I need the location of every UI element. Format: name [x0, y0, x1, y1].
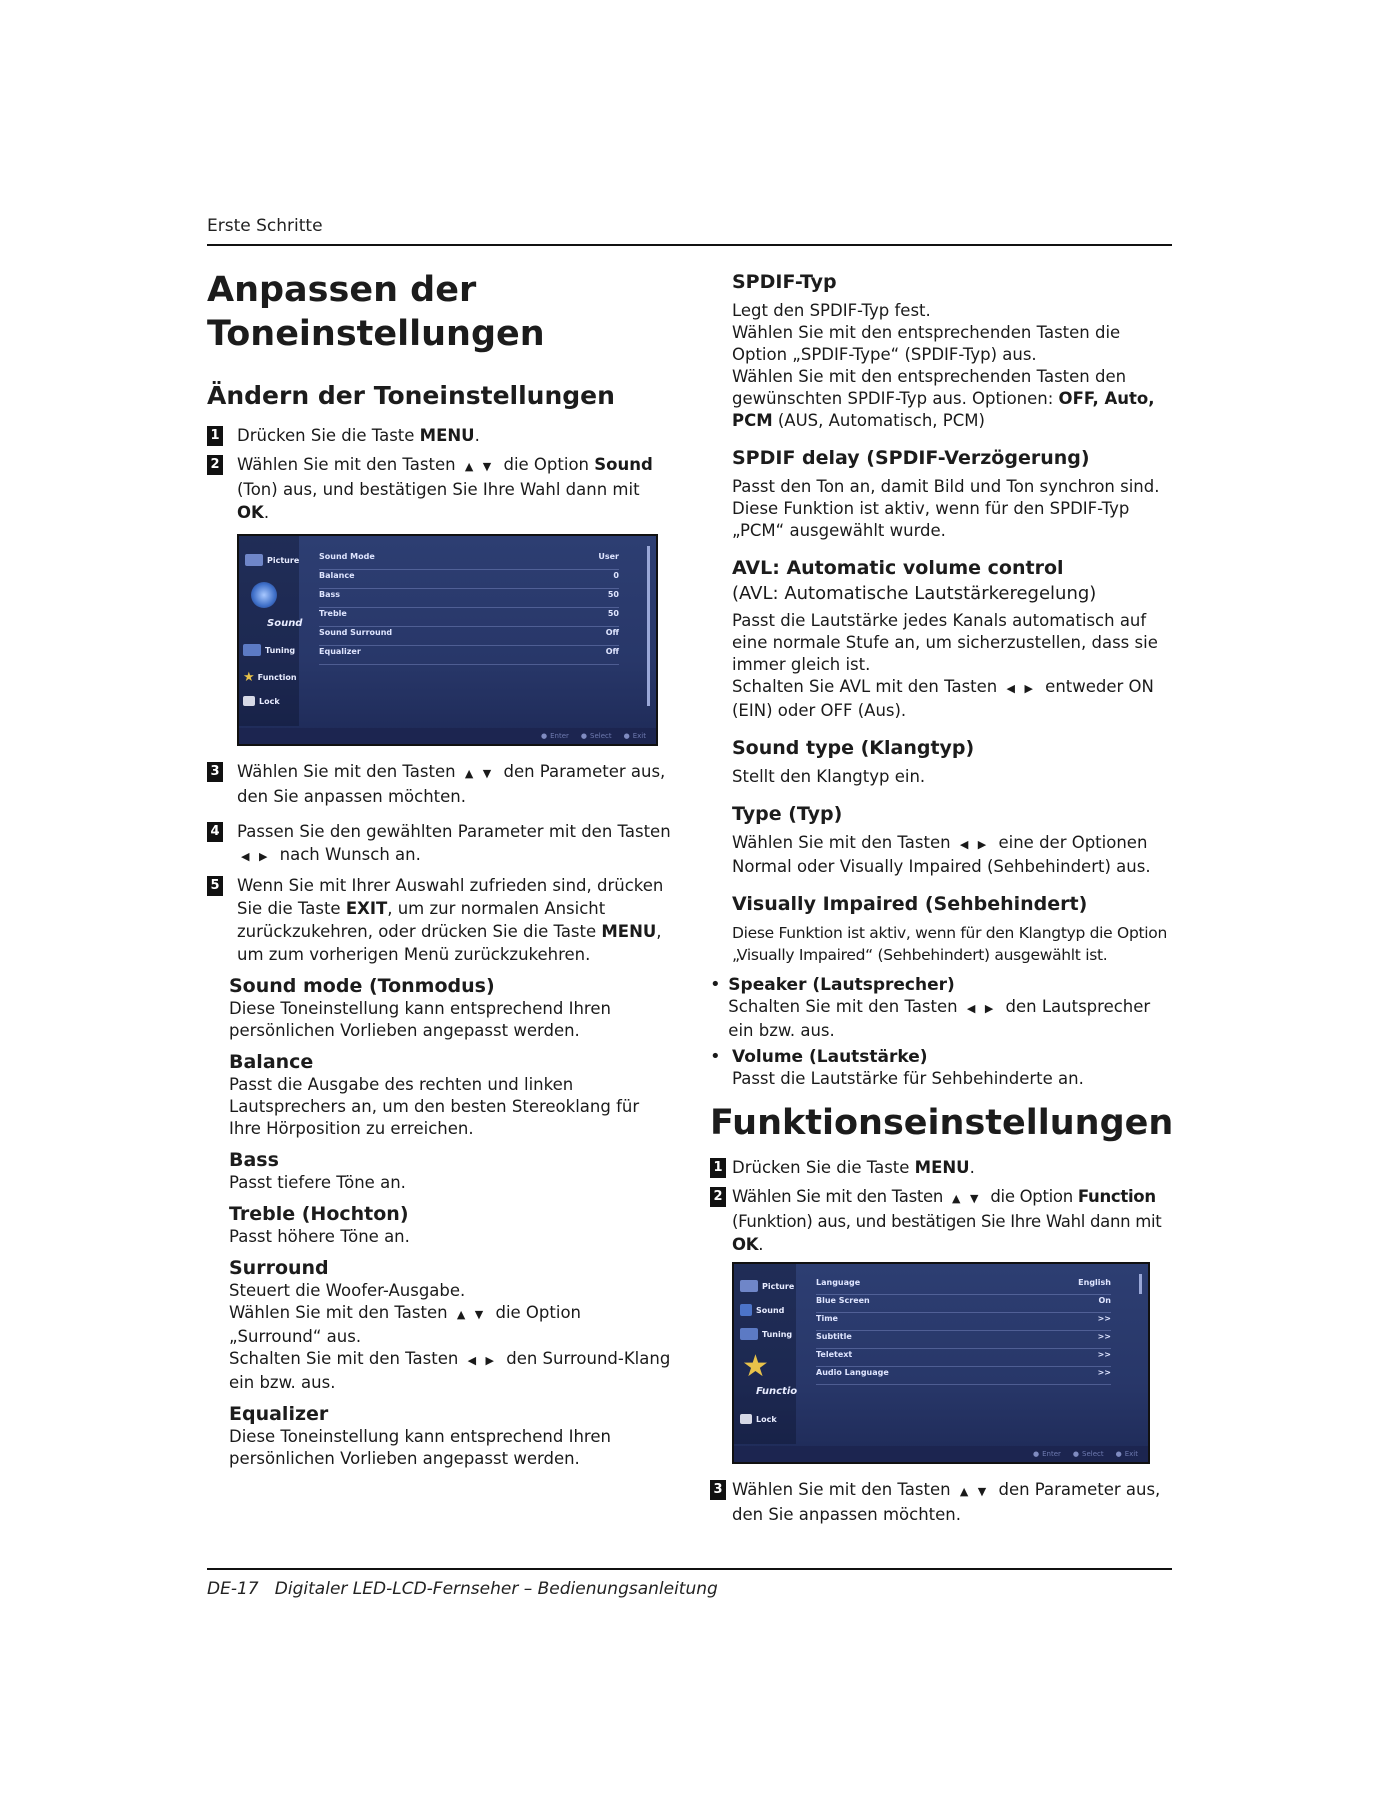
tv-menu-row: Treble 50	[319, 609, 619, 627]
bullet-speaker	[710, 974, 1172, 1042]
section-text: Passt höhere Töne an.	[229, 1227, 410, 1246]
section-heading: Visually Impaired (Sehbehindert)	[732, 893, 1088, 915]
left-right-arrows-icon: ◀ ▶	[467, 1354, 497, 1367]
section-spdif-delay	[732, 446, 1172, 542]
section-heading: Sound mode (Tonmodus)	[229, 975, 495, 997]
tv-menu-item-picture: Picture	[740, 1280, 794, 1292]
left-right-arrows-icon: ◀ ▶	[959, 838, 990, 851]
tv-menu-row: Language English	[816, 1278, 1111, 1295]
section-text: Schalten Sie AVL mit den Tasten ◀ ▶ entweder ON (EIN) oder OFF (Aus).	[732, 677, 1154, 720]
step-text: Drücken Sie die Taste MENU.	[237, 426, 480, 445]
bullet-text: Schalten Sie mit den Tasten ◀ ▶ den Lautsprecher ein bzw. aus.	[728, 997, 1151, 1040]
section-heading: Treble (Hochton)	[229, 1203, 409, 1225]
section-subtitle: Ändern der Toneinstellungen	[207, 381, 615, 410]
function-step-2	[713, 1185, 1172, 1256]
section-avl	[732, 556, 1172, 722]
tv-menu-item-function: Functio	[756, 1386, 798, 1397]
section-treble	[229, 1202, 672, 1248]
picture-icon	[245, 554, 263, 566]
section-text: Passt den Ton an, damit Bild und Ton synchron sind. Diese Funktion ist aktiv, wenn für den SPDIF-Typ „PCM“ ausgewählt wurde.	[732, 477, 1160, 540]
section-heading: Balance	[229, 1051, 314, 1073]
up-down-arrows-icon: ▲ ▼	[456, 1308, 487, 1321]
tv-menu-item-lock: Lock	[740, 1414, 777, 1424]
tv-menu-row: Sound Mode User	[319, 552, 619, 570]
function-settings-title: Funktionseinstellungen	[710, 1103, 1174, 1143]
section-equalizer	[229, 1402, 672, 1470]
step-number: 3	[207, 762, 223, 782]
tv-menu-row: Sound Surround Off	[319, 628, 619, 646]
bullet-dot: •	[710, 974, 721, 995]
page-title: Anpassen der Toneinstellungen	[207, 270, 545, 354]
section-heading: Surround	[229, 1257, 329, 1279]
tv-menu-row: Teletext >>	[816, 1350, 1111, 1367]
tv-menu-row: Equalizer Off	[319, 647, 619, 665]
bullet-title: Speaker (Lautsprecher)	[728, 975, 955, 995]
star-icon: ★	[742, 1349, 769, 1384]
lock-icon	[740, 1414, 752, 1424]
step-number: 1	[710, 1158, 726, 1178]
tv-menu-row: Blue Screen On	[816, 1296, 1111, 1313]
tv-menu-scrollbar	[647, 546, 650, 706]
tv-menu-footer: ● Enter ● Select ● Exit	[239, 728, 656, 744]
step-text: Wählen Sie mit den Tasten ▲ ▼ den Parameter aus, den Sie anpassen möchten.	[732, 1480, 1161, 1524]
right-column	[710, 270, 1174, 1532]
step-number: 5	[207, 876, 223, 896]
step-number: 1	[207, 426, 223, 446]
lock-icon	[243, 696, 255, 706]
tv-menu-scrollbar	[1139, 1274, 1142, 1294]
step-number: 4	[207, 822, 223, 842]
tv-menu-rows	[319, 552, 619, 666]
up-down-arrows-icon: ▲ ▼	[464, 767, 495, 780]
section-text: Wählen Sie mit den Tasten ◀ ▶ eine der Optionen Normal oder Visually Impaired (Sehbehindert) aus.	[732, 833, 1151, 876]
step-text: Wählen Sie mit den Tasten ▲ ▼ die Option Sound (Ton) aus, und bestätigen Sie Ihre Wahl dann mit OK.	[237, 455, 653, 522]
section-heading: Equalizer	[229, 1403, 329, 1425]
step-number: 2	[710, 1187, 726, 1207]
section-text: Wählen Sie mit den Tasten ▲ ▼ die Option „Surround“ aus.	[229, 1303, 582, 1346]
section-text: Stellt den Klangtyp ein.	[732, 767, 926, 786]
section-sound-mode	[229, 974, 672, 1042]
section-text: Diese Toneinstellung kann entsprechend Ihren persönlichen Vorlieben angepasst werden.	[229, 1427, 611, 1468]
section-balance	[229, 1050, 672, 1140]
function-menu-screenshot	[732, 1262, 1150, 1464]
step-text: Wählen Sie mit den Tasten ▲ ▼ den Parameter aus, den Sie anpassen möchten.	[237, 762, 666, 806]
step-text: Wenn Sie mit Ihrer Auswahl zufrieden sind, drücken Sie die Taste EXIT, um zur normalen Ansicht zurückzukehren, oder drücken Sie die Taste MENU, um zum vorherigen Menü zurückzukehren.	[237, 876, 664, 964]
function-step-3	[713, 1478, 1172, 1526]
function-step-1	[713, 1156, 1172, 1179]
bullet-text: Passt die Lautstärke für Sehbehinderte an.	[732, 1069, 1084, 1088]
tv-menu-sidebar	[239, 536, 303, 726]
tv-menu-rows	[816, 1278, 1111, 1386]
tv-menu-row: Bass 50	[319, 590, 619, 608]
tv-menu-row: Subtitle >>	[816, 1332, 1111, 1349]
header-rule	[207, 244, 1172, 246]
section-bass	[229, 1148, 672, 1194]
tv-menu-item-picture: Picture	[245, 554, 299, 566]
step-text: Wählen Sie mit den Tasten ▲ ▼ die Option Function (Funktion) aus, und bestätigen Sie Ihre Wahl dann mit OK.	[732, 1187, 1162, 1254]
tv-menu-footer: ● Enter ● Select ● Exit	[734, 1446, 1148, 1462]
step-number: 3	[710, 1480, 726, 1500]
speaker-icon	[740, 1304, 752, 1316]
step-text: Drücken Sie die Taste MENU.	[732, 1158, 975, 1177]
left-right-arrows-icon: ◀ ▶	[966, 1002, 997, 1015]
step-5	[207, 874, 672, 966]
footer-rule	[207, 1568, 1172, 1570]
up-down-arrows-icon: ▲ ▼	[952, 1192, 982, 1205]
section-text: Passt tiefere Töne an.	[229, 1173, 406, 1192]
bullet-volume	[710, 1046, 1172, 1090]
section-text: Legt den SPDIF-Typ fest.	[732, 301, 931, 320]
tv-menu-item-tuning: Tuning	[740, 1328, 792, 1340]
left-right-arrows-icon: ◀ ▶	[1006, 682, 1036, 695]
sound-menu-screenshot	[237, 534, 658, 746]
tv-menu-item-sound: Sound	[267, 618, 303, 629]
section-text: Schalten Sie mit den Tasten ◀ ▶ den Surround-Klang ein bzw. aus.	[229, 1349, 671, 1392]
page-section-header: Erste Schritte	[207, 216, 323, 236]
section-heading: SPDIF delay (SPDIF-Verzögerung)	[732, 447, 1090, 469]
section-text: Passt die Ausgabe des rechten und linken Lautsprechers an, um den besten Stereoklang für Ihre Hörposition zu erreichen.	[229, 1075, 640, 1138]
section-surround	[229, 1256, 672, 1394]
section-spdif-type	[732, 270, 1172, 432]
bullet-title: Volume (Lautstärke)	[732, 1047, 928, 1067]
section-type	[732, 802, 1172, 878]
tv-menu-item-tuning: Tuning	[243, 644, 295, 656]
tv-menu-item-function: ★ Function	[243, 670, 297, 685]
section-text: Passt die Lautstärke jedes Kanals automatisch auf eine normale Stufe an, um sicherzustellen, dass sie immer gleich ist.	[732, 611, 1158, 674]
step-3	[207, 760, 672, 808]
speaker-icon	[251, 582, 277, 608]
section-heading: Bass	[229, 1149, 279, 1171]
tv-menu-row: Audio Language >>	[816, 1368, 1111, 1385]
tv-menu-row: Balance 0	[319, 571, 619, 589]
section-text: Diese Funktion ist aktiv, wenn für den Klangtyp die Option „Visually Impaired“ (Sehbehindert) ausgewählt ist.	[732, 924, 1167, 964]
page-footer: DE-17 Digitaler LED-LCD-Fernseher – Bedienungsanleitung	[207, 1579, 718, 1599]
section-subheading: (AVL: Automatische Lautstärkeregelung)	[732, 583, 1097, 604]
section-heading: SPDIF-Typ	[732, 271, 837, 293]
up-down-arrows-icon: ▲ ▼	[959, 1485, 990, 1498]
section-text: Wählen Sie mit den entsprechenden Tasten den gewünschten SPDIF-Typ aus. Optionen: OFF, Auto, PCM (AUS, Automatisch, PCM)	[732, 367, 1155, 430]
left-right-arrows-icon: ◀ ▶	[241, 850, 271, 863]
up-down-arrows-icon: ▲ ▼	[464, 460, 495, 473]
section-text: Diese Toneinstellung kann entsprechend Ihren persönlichen Vorlieben angepasst werden.	[229, 999, 611, 1040]
section-text: Wählen Sie mit den entsprechenden Tasten die Option „SPDIF-Type“ (SPDIF-Typ) aus.	[732, 323, 1121, 364]
bullet-dot: •	[710, 1046, 721, 1067]
step-2	[207, 453, 672, 524]
section-visually-impaired	[732, 892, 1172, 966]
section-heading: Type (Typ)	[732, 803, 843, 825]
tv-menu-row: Time >>	[816, 1314, 1111, 1331]
step-number: 2	[207, 455, 223, 475]
tv-menu-item-lock: Lock	[243, 696, 280, 706]
picture-icon	[740, 1280, 758, 1292]
star-icon: ★	[243, 670, 255, 685]
tuning-icon	[243, 644, 261, 656]
tuning-icon	[740, 1328, 758, 1340]
tv-menu-item-sound: Sound	[740, 1304, 784, 1316]
step-1	[207, 424, 672, 447]
section-text: Steuert die Woofer-Ausgabe.	[229, 1281, 466, 1300]
step-4	[207, 820, 672, 868]
tv-menu-sidebar	[734, 1264, 796, 1444]
section-heading: Sound type (Klangtyp)	[732, 737, 975, 759]
left-column	[207, 262, 672, 1470]
section-sound-type	[732, 736, 1172, 788]
section-heading: AVL: Automatic volume control	[732, 557, 1064, 579]
step-text: Passen Sie den gewählten Parameter mit den Tasten ◀ ▶ nach Wunsch an.	[237, 822, 671, 864]
